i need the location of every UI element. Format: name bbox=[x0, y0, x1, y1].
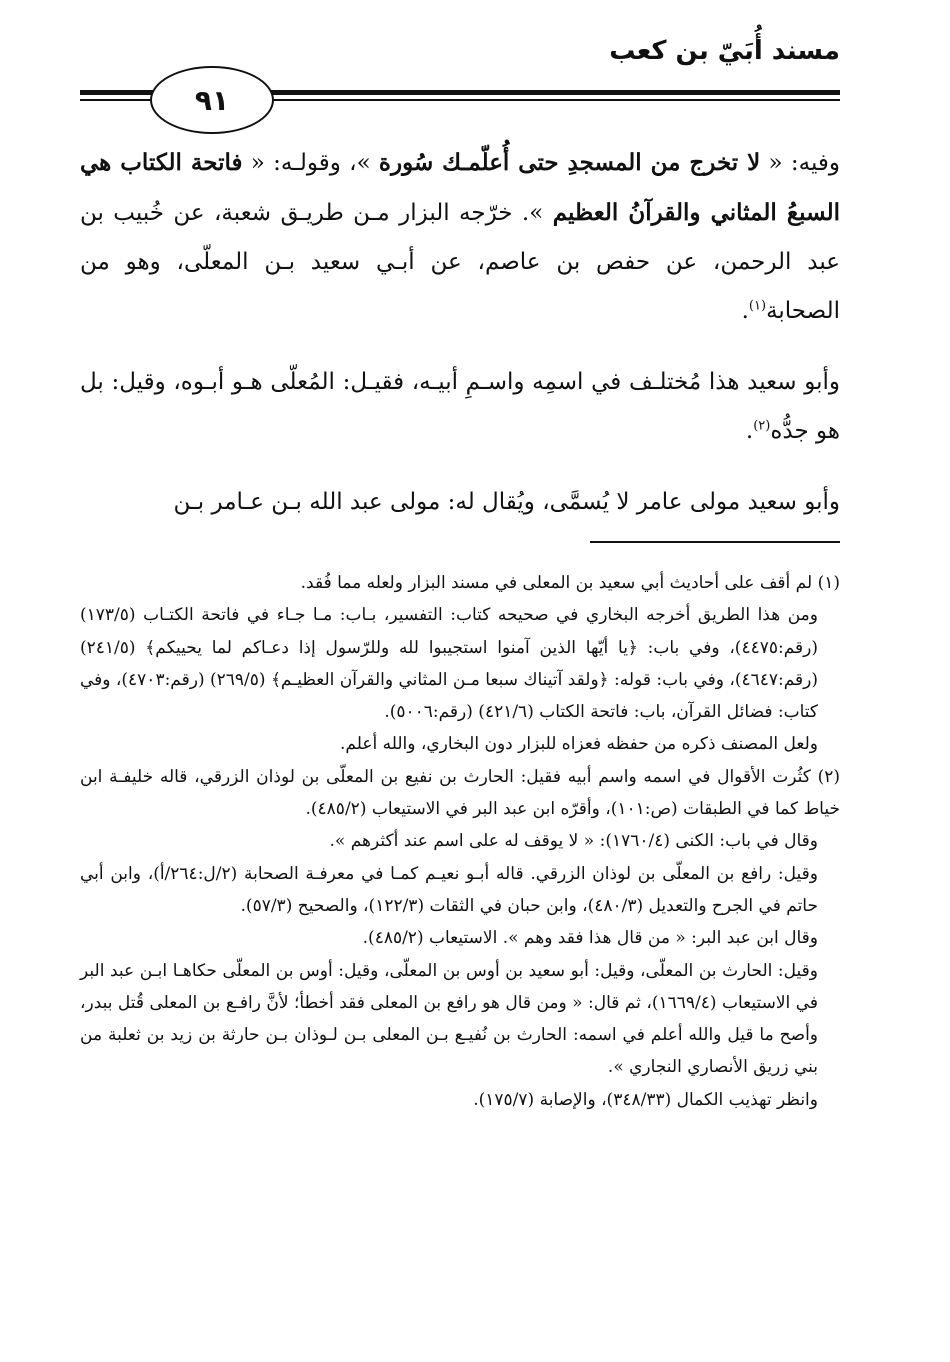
footnote-2-para-4: وقال ابن عبد البر: « من قال هذا فقد وهم ». الاستيعاب (٤٨٥/٢). bbox=[362, 928, 818, 949]
main-text bbox=[80, 138, 840, 549]
main-paragraph-3 bbox=[80, 478, 840, 527]
footnote-2-para-2: وقال في باب: الكنى (١٧٦٠/٤): « لا يوقف له على اسم عند أكثرهم ». bbox=[329, 831, 818, 852]
footnote-2-para-6: وانظر تهذيب الكمال (٣٤٨/٣٣)، والإصابة (١٧٥/٧). bbox=[473, 1089, 818, 1110]
footnote-2-para-5: وقيل: الحارث بن المعلّى، وقيل: أبو سعيد بن أوس بن المعلّى، وقيل: أوس بن المعلّى حكاهـا ابـن عبد البر في الاستيعاب (١٦٦٩/٤)، ثم قال: « ومن قال هو رافع بن المعلى فقد أخطأ؛ لأنَّ رافـع بن المعلى قُتل ببدر، وأصح ما قيل والله أعلم في اسمه: الحارث بن نُفيـع بـن المعلى بـن لـوذان بـن حارثة بن زيد بن ثعلبة من بني زريق الأنصاري النجاري ». bbox=[80, 960, 818, 1078]
footnote-ref-1[interactable]: (١) bbox=[748, 298, 767, 314]
p2-end: . bbox=[745, 418, 754, 444]
p1-end: . bbox=[741, 298, 749, 324]
footnote-1: (١) لم أقف على أحاديث أبي سعيد بن المعلى في مسند البزار ولعله مما فُقد. bbox=[300, 573, 840, 593]
p1-connector: »، وقولـه: « bbox=[242, 150, 379, 176]
hadith-quote-2: فاتحة الكتاب هي السبعُ المثاني والقرآنُ العظيم bbox=[80, 149, 840, 226]
footnotes bbox=[80, 567, 840, 1116]
page-number: ٩١ bbox=[194, 83, 230, 117]
footnote-2-para-3: وقيل: رافع بن المعلّى بن لوذان الزرقي. قاله أبـو نعيـم كمـا في معرفـة الصحابة (٢/ل:٢٦٤/أ)، وابن أبي حاتم في الجرح والتعديل (٤٨٠/٣)، وابن حبان في الثقات (١٢٢/٣)، والصحيح (٥٧/٣). bbox=[80, 863, 818, 916]
main-paragraph-1 bbox=[80, 138, 840, 336]
p1-intro: وفيه: « bbox=[760, 150, 840, 176]
footnote-1-para-2: ومن هذا الطريق أخرجه البخاري في صحيحه كتاب: التفسير، بـاب: مـا جـاء في فاتحة الكتـاب (١٧٣/٥) (رقم:٤٤٧٥)، وفي باب: ﴿يا أيّها الذين آمنوا استجيبوا لله وللرّسول إذا دعـاكم لما يحييكم﴾ (٢٤١/٥) (رقم:٤٦٤٧)، وفي باب: قوله: ﴿ولقد آتيناك سبعا مـن المثاني والقرآن العظيـم﴾ (٢٦٩/٥) (رقم:٤٧٠٣)، وفي كتاب: فضائل القرآن، باب: فاتحة الكتاب (٤٢١/٦) (رقم:٥٠٠٦). bbox=[80, 605, 819, 723]
p2-body: وأبو سعيد هذا مُختلـف في اسمِه واسـمِ أبيـه، فقيـل: المُعلّى هـو أبـوه، وقيل: بل هو جدُّه bbox=[80, 369, 840, 444]
footnote-ref-2[interactable]: (٢) bbox=[753, 418, 771, 434]
p1-body: ». خرّجه البزار مـن طريـق شعبة، عن خُبيب بن عبد الرحمن، عن حفص بن عاصم، عن أبـي سعيد بـن المعلّى، وهو من الصحابة bbox=[80, 200, 840, 324]
page-number-oval bbox=[150, 66, 274, 134]
footnote-2: (٢) كثُرت الأقوال في اسمه واسم أبيه فقيل: الحارث بن نفيع بن المعلّى بن لوذان الزرقي، قاله خليفـة ابن خياط كما في الطبقات (ص:١٠١)، وأقرّه ابن عبد البر في الاستيعاب (٤٨٥/٢). bbox=[80, 766, 840, 820]
p3-body: وأبو سعيد مولى عامر لا يُسمَّى، ويُقال له: مولى عبد الله بـن عـامر بـن bbox=[173, 489, 840, 515]
footnote-1-para-3: ولعل المصنف ذكره من حفظه فعزاه للبزار دون البخاري، والله أعلم. bbox=[340, 734, 818, 755]
running-header-title: مسند أُبَيّ بن كعب bbox=[609, 36, 840, 66]
hadith-quote-1: لا تخرج من المسجدِ حتى أُعلّمـك سُورة bbox=[378, 149, 761, 176]
main-paragraph-2 bbox=[80, 358, 840, 456]
footnote-separator bbox=[590, 541, 840, 543]
